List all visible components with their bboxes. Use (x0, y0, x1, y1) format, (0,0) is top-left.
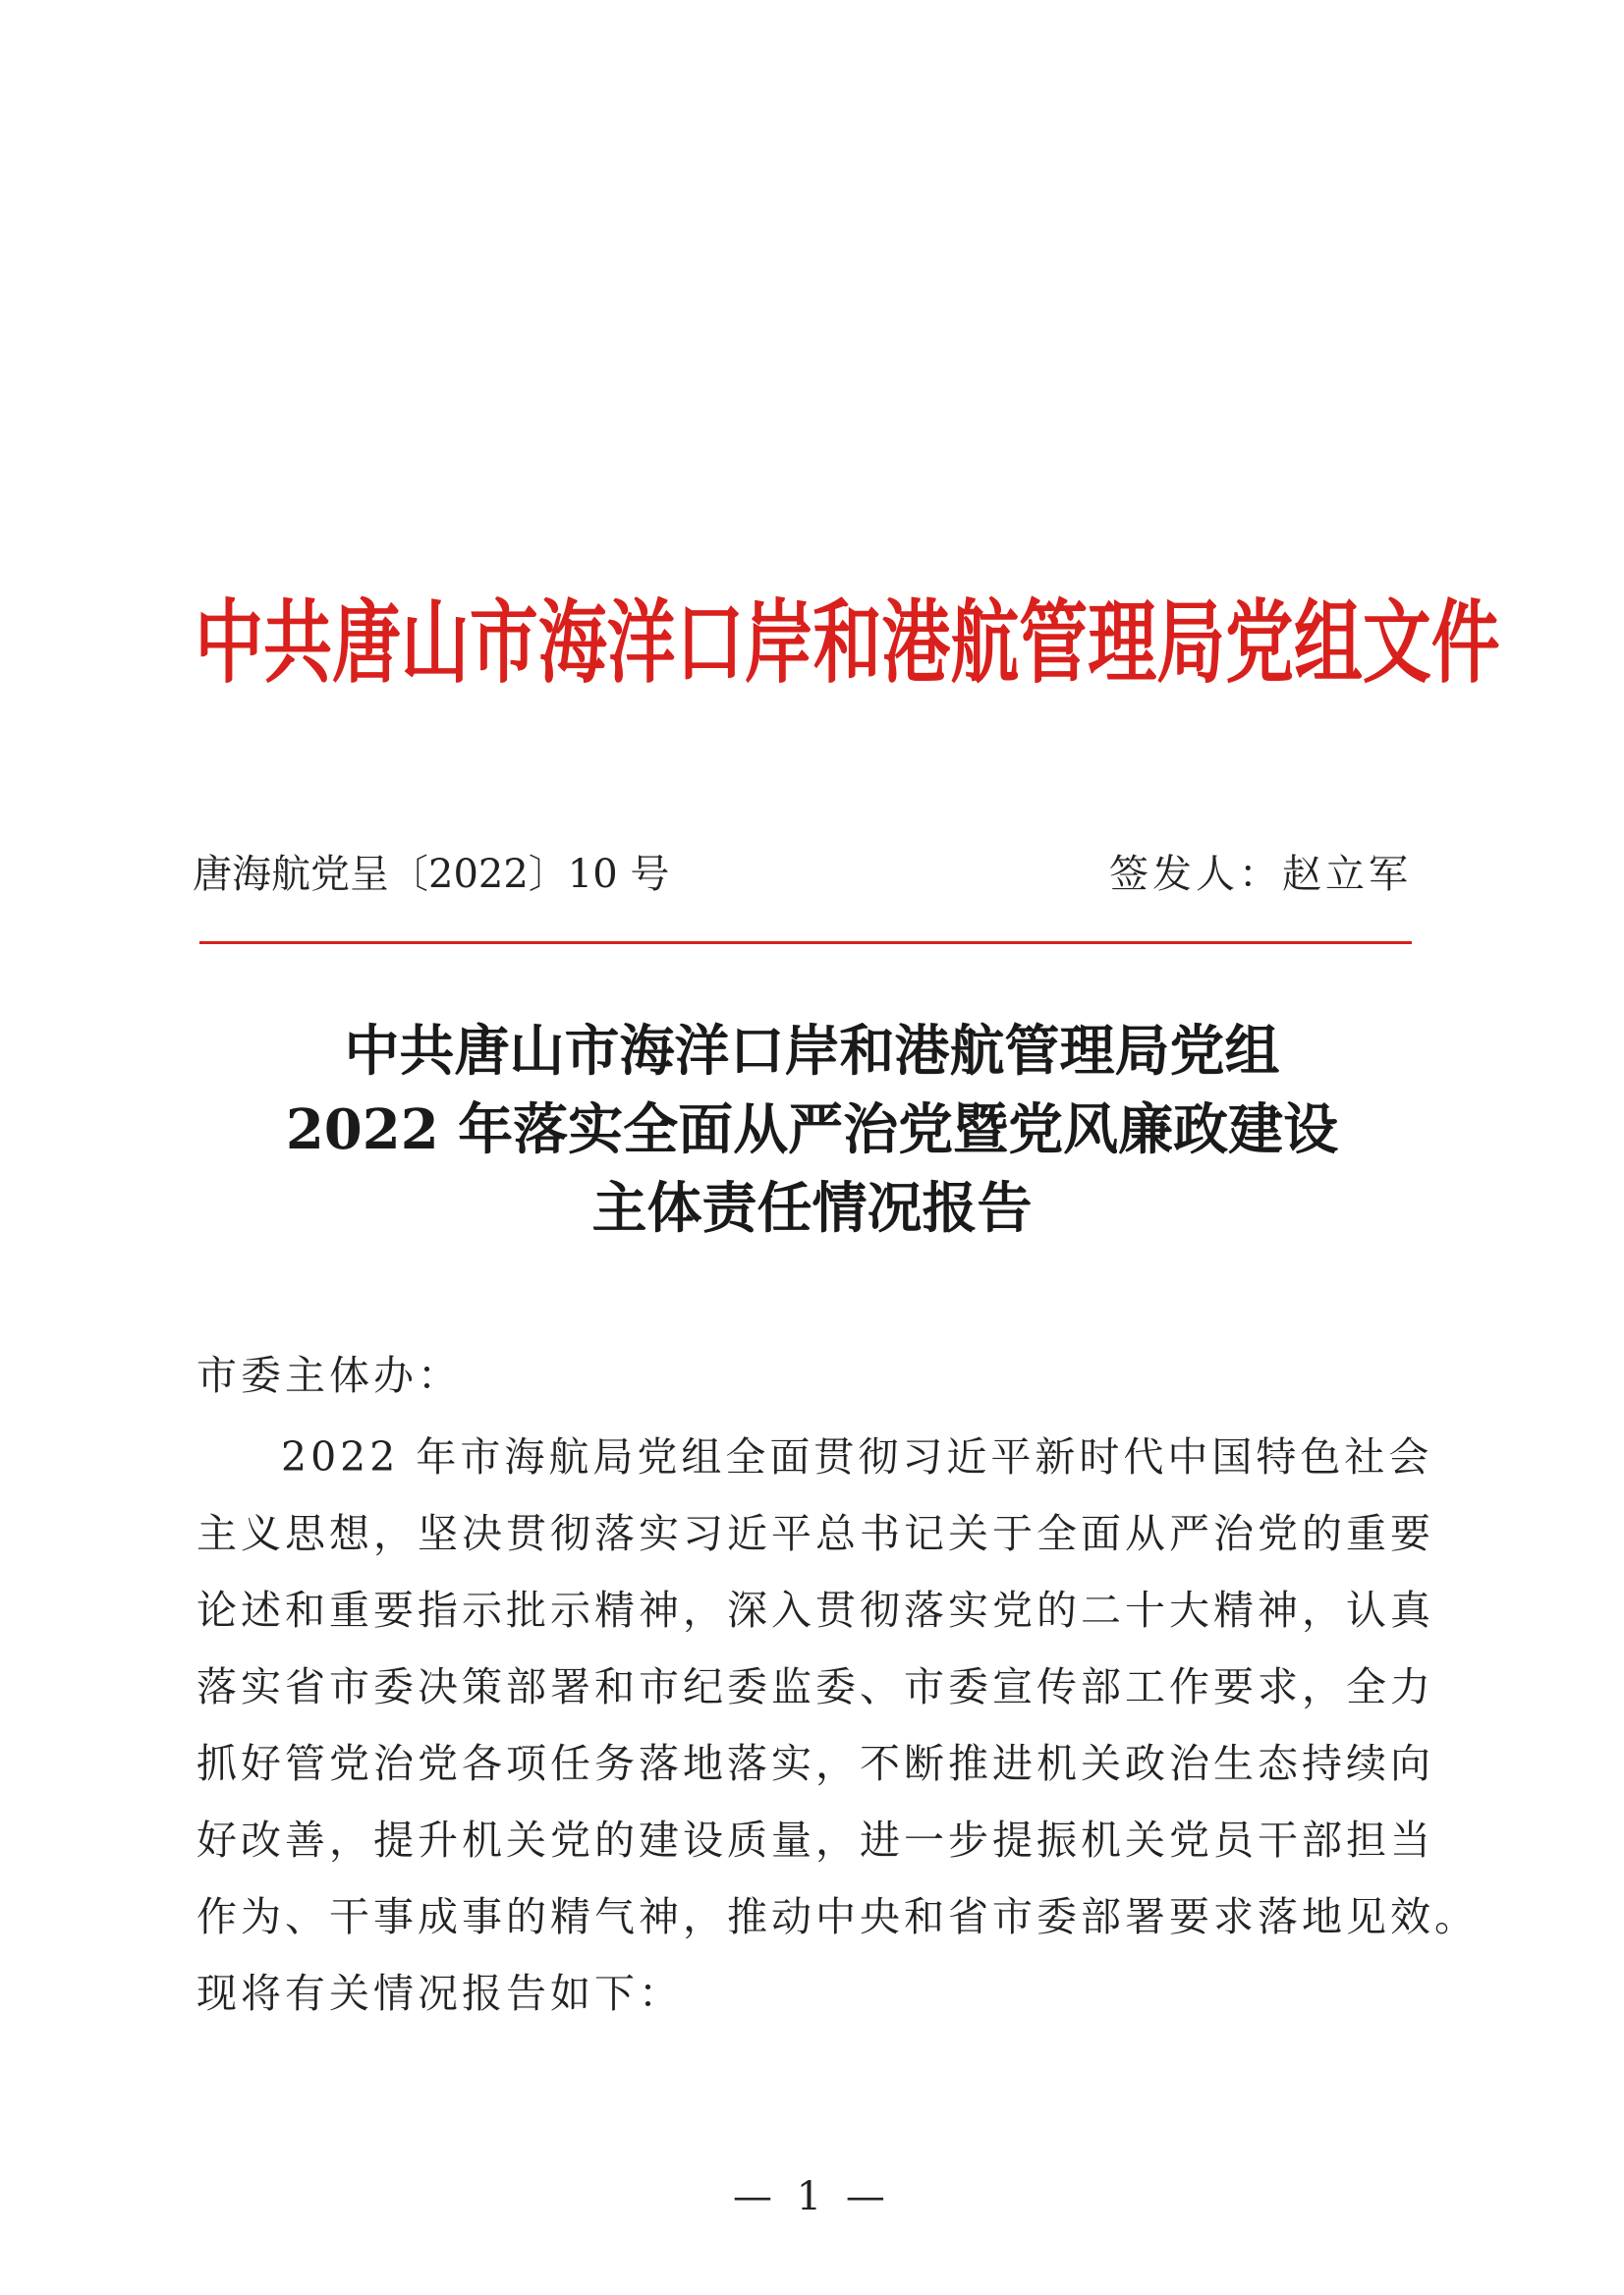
body-paragraph (196, 1419, 1479, 2032)
body-line: 好改善，提升机关党的建设质量，进一步提振机关党员干部担当 (196, 1817, 1434, 1864)
page-number: — 1 — (733, 2174, 891, 2219)
document-masthead: 中共唐山市海洋口岸和港航管理局党组文件 (195, 590, 1500, 696)
body-line: 论述和重要指示批示精神，深入贯彻落实党的二十大精神，认真 (196, 1587, 1434, 1634)
document-title (147, 1012, 1477, 1248)
body-line: 作为、干事成事的精气神，推动中央和省市委部署要求落地见效。 (196, 1893, 1479, 1940)
title-line-2: 2022 年落实全面从严治党暨党风廉政建设 (285, 1097, 1339, 1162)
body-line: 落实省市委决策部署和市纪委监委、市委宣传部工作要求，全力 (196, 1663, 1434, 1710)
addressee: 市委主体办： (196, 1352, 462, 1399)
body-line: 抓好管党治党各项任务落地落实，不断推进机关政治生态持续向 (196, 1740, 1434, 1787)
body-line: 主义思想，坚决贯彻落实习近平总书记关于全面从严治党的重要 (196, 1510, 1434, 1557)
title-line-3: 主体责任情况报告 (591, 1176, 1033, 1241)
red-separator-line (199, 941, 1412, 944)
body-line: 2022 年市海航局党组全面贯彻习近平新时代中国特色社会 (281, 1433, 1433, 1481)
issuer-signature: 签发人：赵立军 (1109, 852, 1412, 897)
body-line: 现将有关情况报告如下： (196, 1970, 683, 2017)
document-number: 唐海航党呈〔2022〕10 号 (193, 852, 670, 897)
title-line-1: 中共唐山市海洋口岸和港航管理局党组 (344, 1019, 1280, 1084)
